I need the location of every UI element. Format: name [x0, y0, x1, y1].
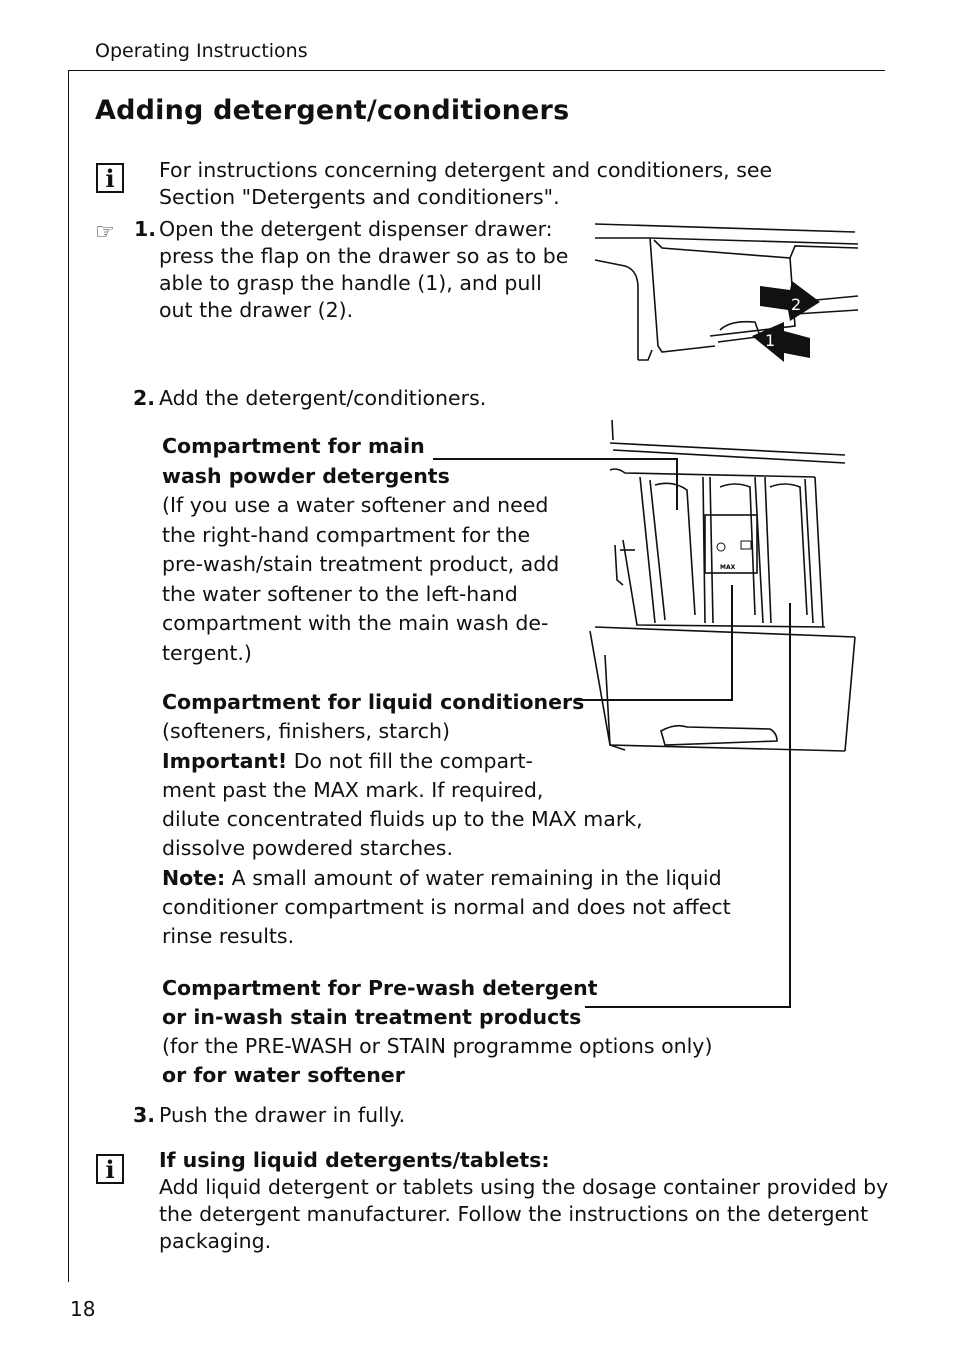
max-mark: MAX	[720, 564, 736, 571]
info-icon: i	[96, 163, 124, 193]
page-number: 18	[70, 1297, 96, 1321]
intro-text: For instructions concerning detergent and conditioners, see Section "Detergents and conditioners".	[159, 158, 773, 209]
step-1-number: 1.	[134, 217, 157, 241]
page-title: Adding detergent/conditioners	[95, 95, 570, 126]
compartment-prewash-description: Compartment for Pre-wash detergent or in-wash stain treatment products (for the PRE-WASH or STAIN programme options only) or for water softener	[162, 976, 713, 1087]
callout-1: 1	[765, 331, 776, 350]
step-2-number: 2.	[133, 386, 156, 410]
compartment-liquid-description: Compartment for liquid conditioners (softeners, finishers, starch) Important! Do not fill the compart- ment past the MAX mark. If required, dilute concentrated fluids up to the MAX mark, dissolve powdered starches. Note: A small amount of water remaining in the liquid conditioner compartment is normal and does not affect rinse results.	[162, 690, 731, 949]
step-3-number: 3.	[133, 1103, 156, 1127]
header-rule	[68, 70, 885, 71]
step-1-text: Open the detergent dispenser drawer: press the flap on the drawer so as to be able to grasp the handle (1), and pull out the drawer (2).	[159, 217, 569, 322]
compartment-main-description: Compartment for main wash powder detergents (If you use a water softener and need the right-hand compartment for the pre-wash/stain treatment product, add the water softener to the left-hand compartment with the main wash de- tergent.)	[162, 434, 560, 665]
margin-rule	[68, 70, 69, 1282]
running-header: Operating Instructions	[95, 40, 308, 62]
liquid-detergent-info: If using liquid detergents/tablets: Add liquid detergent or tablets using the dosage container provided by the detergent manufacturer. Follow the instructions on the detergent packaging.	[159, 1148, 889, 1253]
callout-2: 2	[791, 295, 802, 314]
info-icon: i	[96, 1154, 124, 1184]
drawer-open-illustration	[590, 218, 860, 366]
step-3-text: Push the drawer in fully.	[159, 1103, 406, 1127]
step-2-text: Add the detergent/conditioners.	[159, 386, 487, 410]
pointing-hand-icon: ☞	[95, 220, 115, 245]
